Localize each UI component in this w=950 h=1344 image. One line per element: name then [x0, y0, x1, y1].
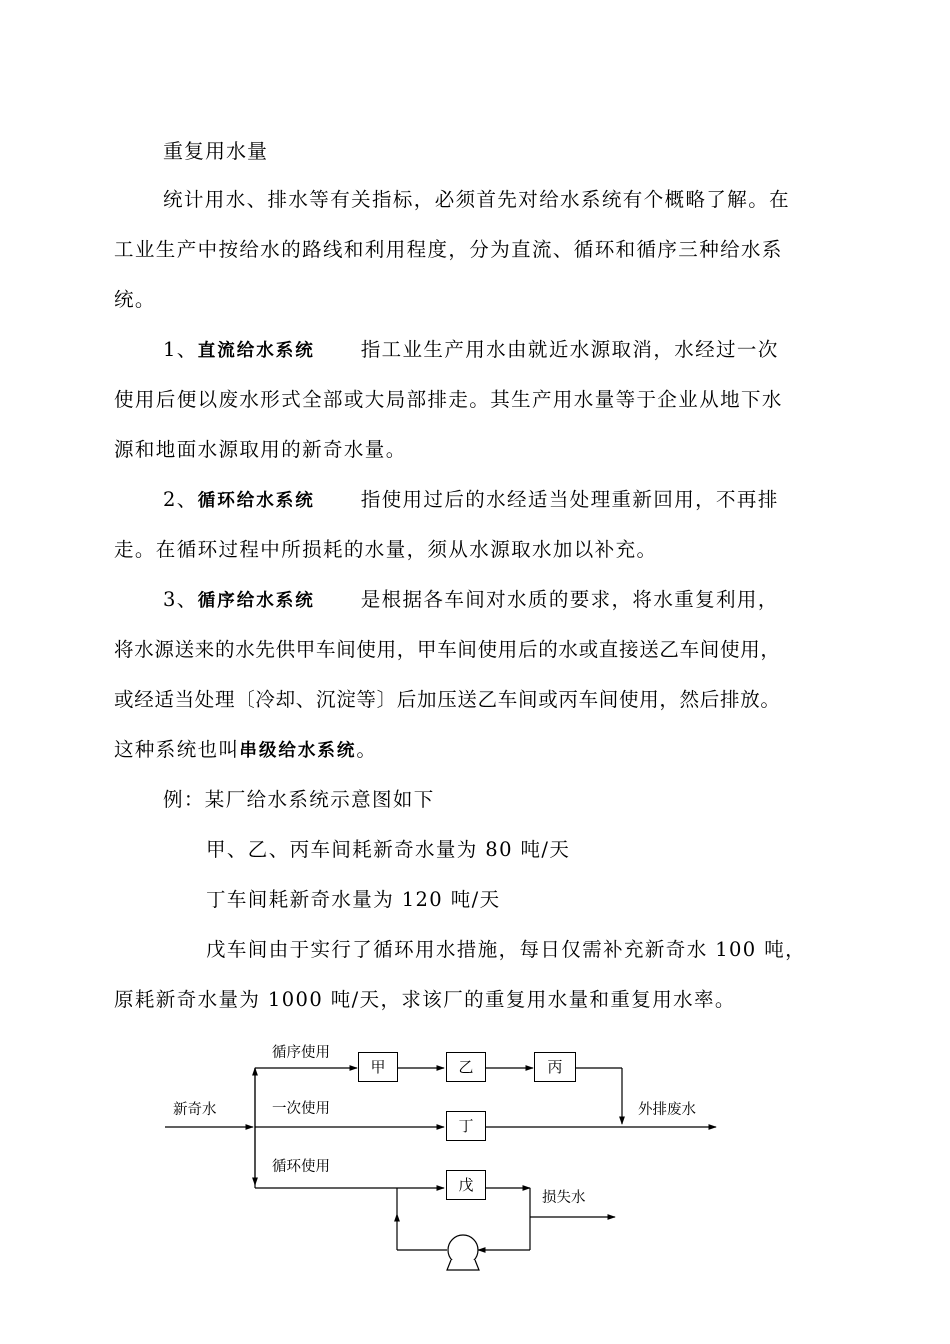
example-line-3: 戊车间由于实行了循环用水措施，每日仅需补充新奇水 100 吨，: [206, 938, 807, 961]
label-once-use: 一次使用: [272, 1101, 330, 1117]
workshop-jia-box: 甲: [358, 1052, 398, 1082]
intro-line-2: 工业生产中按给水的路线和利用程度，分为直流、循环和循序三种给水系: [114, 238, 783, 261]
item-2-title: 循环给水系统: [197, 491, 315, 511]
item-1-title: 直流给水系统: [197, 341, 315, 361]
intro-line-1: 统计用水、排水等有关指标，必须首先对给水系统有个概略了解。在: [163, 188, 791, 211]
example-line-4: 原耗新奇水量为 1000 吨/天，求该厂的重复用水量和重复用水率。: [114, 988, 736, 1011]
item-1-number: 1、: [163, 338, 198, 361]
label-fresh-water: 新奇水: [173, 1102, 217, 1118]
example-intro: 例：某厂给水系统示意图如下: [163, 788, 435, 811]
item-3-title: 循序给水系统: [197, 591, 315, 611]
example-line-2: 丁车间耗新奇水量为 120 吨/天: [206, 888, 501, 911]
item-2-number: 2、: [163, 488, 198, 511]
workshop-yi-box: 乙: [446, 1052, 486, 1082]
item-3-line-2: 将水源送来的水先供甲车间使用，甲车间使用后的水或直接送乙车间使用，: [114, 638, 781, 661]
pump-base: [447, 1260, 479, 1270]
example-line-1: 甲、乙、丙车间耗新奇水量为 80 吨/天: [206, 838, 571, 861]
item-1-line-3: 源和地面水源取用的新奇水量。: [114, 438, 407, 461]
page-title: 重复用水量: [163, 139, 268, 163]
item-3-number: 3、: [163, 588, 198, 611]
cascade-system-term: 串级给水系统: [239, 741, 357, 761]
workshop-wu-box: 戊: [446, 1170, 486, 1200]
item-1-text: 指工业生产用水由就近水源取消，水经过一次: [360, 338, 779, 361]
label-loss-water: 损失水: [542, 1190, 586, 1206]
item-3-line-4-prefix: 这种系统也叫: [114, 738, 240, 761]
item-3-line-3: 或经适当处理〔冷却、沉淀等〕后加压送乙车间或丙车间使用，然后排放。: [114, 688, 781, 711]
item-3-line-4-suffix: 。: [356, 738, 378, 761]
label-sequential-use: 循序使用: [272, 1045, 330, 1061]
workshop-ding-box: 丁: [446, 1111, 486, 1141]
item-2-text: 指使用过后的水经适当处理重新回用，不再排: [360, 488, 779, 511]
item-3-text: 是根据各车间对水质的要求，将水重复利用，: [360, 588, 779, 611]
item-2-line-2: 走。在循环过程中所损耗的水量，须从水源取水加以补充。: [114, 538, 658, 561]
label-waste-water: 外排废水: [638, 1102, 696, 1118]
workshop-bing-box: 丙: [534, 1052, 576, 1082]
item-1-line-2: 使用后便以废水形式全部或大局部排走。其生产用水量等于企业从地下水: [114, 388, 783, 411]
label-cycle-use: 循环使用: [272, 1159, 330, 1175]
intro-line-3: 统。: [114, 288, 156, 311]
